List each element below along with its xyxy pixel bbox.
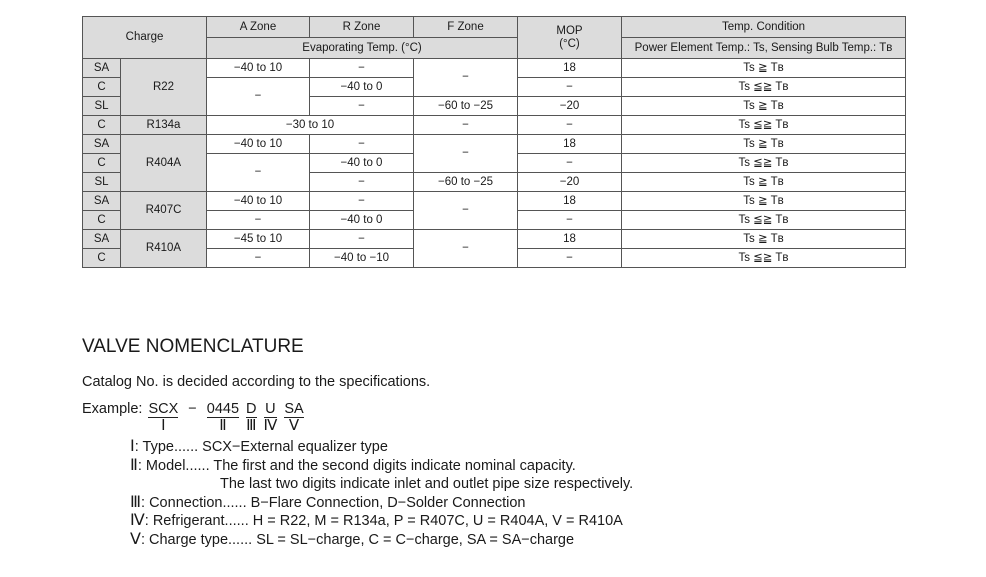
cell-refrigerant: R134a (121, 116, 207, 135)
legend-item-charge-type (130, 531, 633, 550)
cell-condition: Ts ≧ Tʙ (622, 135, 906, 154)
legend-text: : Connection...... B−Flare Connection, D−Solder Connection (141, 494, 526, 511)
legend-item-refrigerant (130, 512, 633, 531)
cell-condition: Ts ≧ Tʙ (622, 97, 906, 116)
legend-item-type (130, 438, 633, 457)
cell-type: C (83, 78, 121, 97)
example-code: SCX (148, 401, 179, 417)
cell-condition: Ts ≧ Tʙ (622, 59, 906, 78)
cell-a-zone: − (207, 78, 310, 116)
table-row (83, 135, 906, 154)
example-code: U (265, 401, 276, 417)
example-roman: Ⅱ (219, 418, 227, 434)
table-row (83, 192, 906, 211)
cell-f-zone: −60 to −25 (414, 97, 518, 116)
table-row (83, 230, 906, 249)
cell-mop: − (518, 211, 622, 230)
example-part-refrigerant (264, 400, 278, 435)
legend-item-connection (130, 494, 633, 513)
legend-numeral: Ⅰ (130, 438, 135, 455)
cell-mop: − (518, 116, 622, 135)
cell-a-zone: −40 to 10 (207, 135, 310, 154)
cell-r-zone: −40 to −10 (310, 249, 414, 268)
cell-a-zone: − (207, 154, 310, 192)
cell-type: SA (83, 135, 121, 154)
cell-f-zone: − (414, 230, 518, 268)
legend-numeral: Ⅲ (130, 493, 142, 511)
example-code: D (246, 401, 257, 417)
cell-r-zone: −40 to 0 (310, 211, 414, 230)
cell-f-zone: −60 to −25 (414, 173, 518, 192)
section-title: VALVE NOMENCLATURE (82, 336, 304, 357)
example-roman: Ⅴ (288, 418, 300, 434)
header-temp-condition: Temp. Condition (622, 17, 906, 38)
legend-text: The last two digits indicate inlet and outlet pipe size respectively. (220, 476, 634, 492)
cell-mop: −20 (518, 173, 622, 192)
cell-a-zone: − (207, 249, 310, 268)
legend-text: : Model...... The first and the second digits indicate nominal capacity. (137, 457, 576, 474)
cell-f-zone: − (414, 116, 518, 135)
example-part-charge-type (284, 400, 303, 435)
cell-a-zone: −45 to 10 (207, 230, 310, 249)
cell-f-zone: − (414, 59, 518, 97)
cell-type: C (83, 249, 121, 268)
cell-type: C (83, 211, 121, 230)
cell-condition: Ts ≦≧ Tʙ (622, 211, 906, 230)
legend-text: : Charge type...... SL = SL−charge, C = C−charge, SA = SA−charge (140, 531, 575, 548)
example-part-connection (246, 400, 256, 435)
cell-r-zone: − (310, 97, 414, 116)
example-dash: − (188, 401, 197, 417)
cell-condition: Ts ≦≧ Tʙ (622, 154, 906, 173)
cell-r-zone: − (310, 173, 414, 192)
intro-text: Catalog No. is decided according to the specifications. (82, 374, 431, 390)
cell-mop: 18 (518, 230, 622, 249)
example-part-model (207, 400, 239, 435)
cell-type: C (83, 116, 121, 135)
valve-spec-table (82, 16, 906, 268)
cell-mop: −20 (518, 97, 622, 116)
cell-mop: 18 (518, 59, 622, 78)
legend-item-model (130, 457, 633, 476)
cell-condition: Ts ≦≧ Tʙ (622, 249, 906, 268)
example-label: Example: (82, 401, 143, 417)
cell-mop: − (518, 78, 622, 97)
legend-numeral: Ⅳ (130, 512, 145, 529)
example-roman: Ⅰ (161, 418, 166, 434)
cell-r-zone: − (310, 59, 414, 78)
cell-type: SL (83, 173, 121, 192)
nomenclature-legend (130, 438, 633, 549)
cell-f-zone: − (414, 135, 518, 173)
example-code: SA (284, 401, 304, 417)
cell-r-zone: −40 to 0 (310, 154, 414, 173)
header-mop (518, 17, 622, 59)
cell-a-zone: −40 to 10 (207, 192, 310, 211)
cell-refrigerant: R22 (121, 59, 207, 116)
cell-mop: 18 (518, 135, 622, 154)
cell-condition: Ts ≦≧ Tʙ (622, 116, 906, 135)
example-roman: Ⅳ (263, 418, 278, 434)
legend-text: : Refrigerant...... H = R22, M = R134a, P = R407C, U = R404A, V = R410A (144, 513, 623, 529)
header-r-zone: R Zone (310, 17, 414, 38)
cell-condition: Ts ≧ Tʙ (622, 173, 906, 192)
cell-a-zone: − (207, 211, 310, 230)
cell-type: C (83, 154, 121, 173)
cell-type: SA (83, 230, 121, 249)
table-row (83, 59, 906, 78)
example-part-type (148, 400, 178, 435)
header-f-zone: F Zone (414, 17, 518, 38)
cell-a-zone: −40 to 10 (207, 59, 310, 78)
cell-f-zone: − (414, 192, 518, 230)
header-mop-unit: (°C) (559, 37, 580, 50)
example-code: 0445 (206, 401, 240, 417)
cell-condition: Ts ≦≧ Tʙ (622, 78, 906, 97)
cell-r-zone: −40 to 0 (310, 78, 414, 97)
cell-mop: − (518, 154, 622, 173)
legend-text: : Type...... SCX−External equalizer type (134, 439, 388, 455)
legend-item-model-continued (130, 475, 633, 494)
legend-numeral: Ⅱ (130, 456, 138, 474)
cell-r-zone: − (310, 135, 414, 154)
header-evap-temp: Evaporating Temp. (°C) (207, 38, 518, 59)
cell-mop: − (518, 249, 622, 268)
cell-refrigerant: R404A (121, 135, 207, 192)
header-mop-label: MOP (556, 24, 583, 37)
cell-type: SL (83, 97, 121, 116)
example-catalog-number (82, 400, 311, 435)
cell-condition: Ts ≧ Tʙ (622, 192, 906, 211)
legend-numeral: Ⅴ (130, 530, 141, 548)
header-temp-condition-sub: Power Element Temp.: Ts, Sensing Bulb Temp.: Tʙ (622, 38, 906, 59)
table-row (83, 116, 906, 135)
cell-refrigerant: R407C (121, 192, 207, 230)
cell-type: SA (83, 192, 121, 211)
cell-condition: Ts ≧ Tʙ (622, 230, 906, 249)
cell-r-zone: − (310, 192, 414, 211)
header-a-zone: A Zone (207, 17, 310, 38)
cell-r-zone: − (310, 230, 414, 249)
cell-type: SA (83, 59, 121, 78)
example-roman: Ⅲ (246, 418, 257, 434)
cell-mop: 18 (518, 192, 622, 211)
cell-a-r-zone: −30 to 10 (207, 116, 414, 135)
header-charge: Charge (83, 17, 207, 59)
cell-refrigerant: R410A (121, 230, 207, 268)
